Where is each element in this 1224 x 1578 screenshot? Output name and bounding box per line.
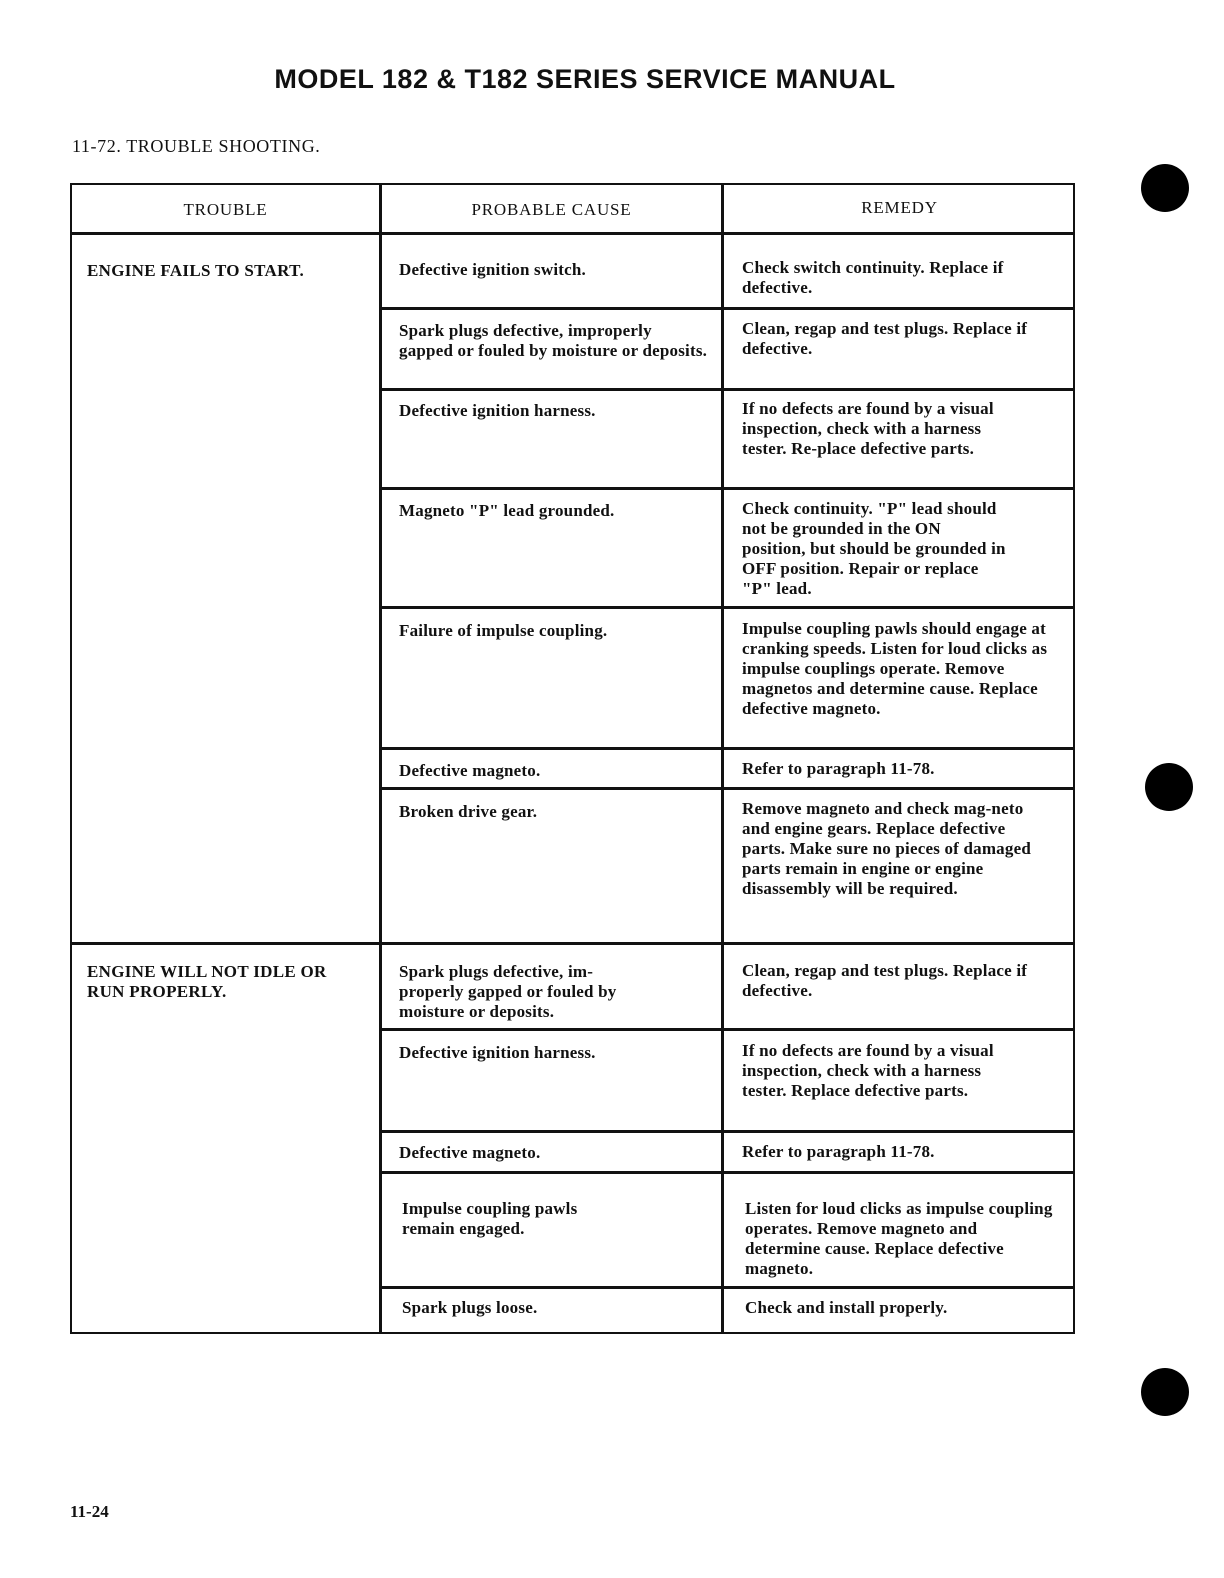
column-divider: [721, 185, 724, 1332]
group-divider: [72, 942, 1073, 945]
row-divider: [379, 747, 1073, 750]
cause-cell: Spark plugs loose.: [402, 1298, 538, 1317]
row-divider: [379, 388, 1073, 391]
row-divider: [379, 1130, 1073, 1133]
row-divider: [379, 487, 1073, 490]
remedy-cell: Clean, regap and test plugs. Replace if defective.: [742, 961, 1028, 1000]
remedy-cell: Impulse coupling pawls should engage at cranking speeds. Listen for loud clicks as impulse couplings operate. Remove magnetos and determine cause. Replace defective magneto.: [742, 619, 1048, 718]
row-divider: [379, 606, 1073, 609]
remedy-cell: Check switch continuity. Replace if defective.: [742, 258, 1004, 297]
cause-cell: Defective ignition harness.: [399, 1043, 596, 1062]
cause-cell: Impulse coupling pawls remain engaged.: [402, 1199, 578, 1238]
remedy-cell: Check continuity. "P" lead should not be grounded in the ON position, but should be grounded in OFF position. Repair or replace "P" lead.: [742, 499, 1006, 598]
troubleshooting-table: [70, 183, 1075, 1334]
column-header-probable-cause: PROBABLE CAUSE: [471, 200, 632, 219]
remedy-cell: Check and install properly.: [745, 1298, 948, 1317]
trouble-engine-fails-to-start: ENGINE FAILS TO START.: [87, 261, 304, 280]
row-divider: [379, 307, 1073, 310]
header-divider: [72, 232, 1073, 235]
cause-cell: Failure of impulse coupling.: [399, 621, 608, 640]
remedy-cell: If no defects are found by a visual inspection, check with a harness tester. Replace defective parts.: [742, 1041, 994, 1100]
remedy-cell: Remove magneto and check mag-neto and engine gears. Replace defective parts. Make sure no pieces of damaged parts remain in engine or engine disassembly will be required.: [742, 799, 1031, 898]
binder-hole-icon: [1145, 763, 1193, 811]
binder-hole-icon: [1141, 1368, 1189, 1416]
cause-cell: Broken drive gear.: [399, 802, 538, 821]
cause-cell: Defective magneto.: [399, 1143, 541, 1162]
remedy-cell: Refer to paragraph 11-78.: [742, 1142, 935, 1161]
cause-cell: Spark plugs defective, im-properly gapped or fouled by moisture or deposits.: [399, 962, 617, 1021]
column-header-remedy: REMEDY: [861, 198, 938, 217]
row-divider: [379, 787, 1073, 790]
cause-cell: Spark plugs defective, improperly gapped or fouled by moisture or deposits.: [399, 321, 708, 360]
row-divider: [379, 1286, 1073, 1289]
page-number: 11-24: [70, 1502, 109, 1521]
column-header-trouble: TROUBLE: [183, 200, 268, 219]
manual-title: MODEL 182 & T182 SERIES SERVICE MANUAL: [274, 64, 896, 94]
column-divider: [379, 185, 382, 1332]
binder-hole-icon: [1141, 164, 1189, 212]
remedy-cell: Clean, regap and test plugs. Replace if defective.: [742, 319, 1028, 358]
trouble-engine-will-not-idle: ENGINE WILL NOT IDLE OR RUN PROPERLY.: [87, 962, 327, 1001]
section-heading: 11-72. TROUBLE SHOOTING.: [72, 136, 321, 156]
cause-cell: Defective ignition switch.: [399, 260, 586, 279]
remedy-cell: Refer to paragraph 11-78.: [742, 759, 935, 778]
remedy-cell: Listen for loud clicks as impulse coupling operates. Remove magneto and determine cause. Replace defective magneto.: [745, 1199, 1053, 1278]
row-divider: [379, 1028, 1073, 1031]
cause-cell: Defective ignition harness.: [399, 401, 596, 420]
cause-cell: Magneto "P" lead grounded.: [399, 501, 615, 520]
remedy-cell: If no defects are found by a visual inspection, check with a harness tester. Re-place defective parts.: [742, 399, 994, 458]
row-divider: [379, 1171, 1073, 1174]
cause-cell: Defective magneto.: [399, 761, 541, 780]
